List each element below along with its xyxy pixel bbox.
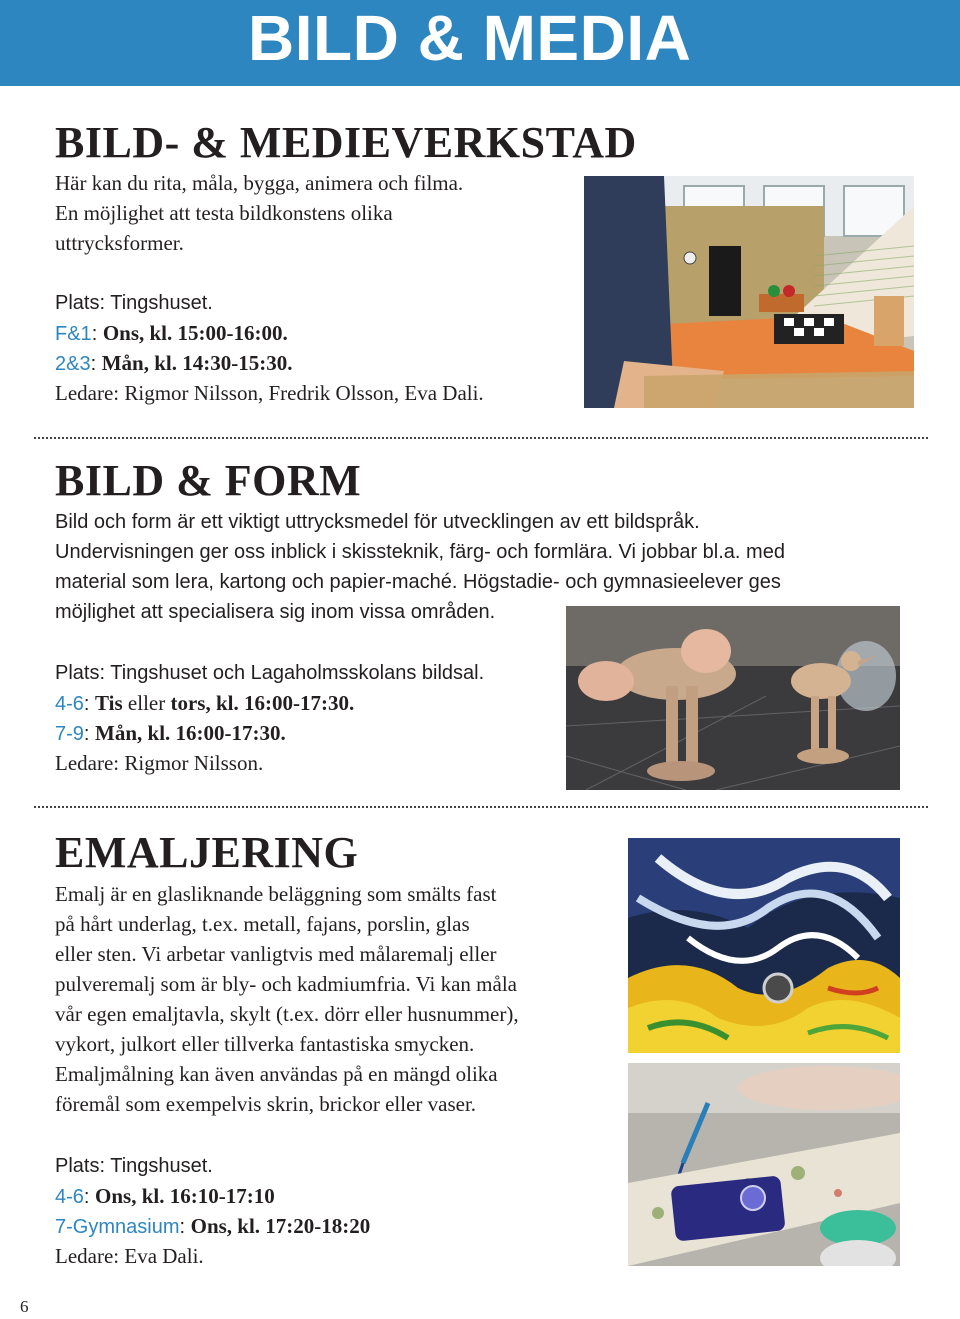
intro-line: pulveremalj som är bly- och kadmiumfria. Vi kan måla: [55, 972, 517, 996]
place-text: Plats: Tingshuset och Lagaholmsskolans bildsal.: [55, 662, 485, 684]
dollhouse-illustration: [584, 176, 914, 408]
schedule-line: F&1: Ons, kl. 15:00-16:00.: [55, 321, 288, 345]
section-details-emaljering: [55, 1151, 370, 1271]
schedule-line: 7-9: Mån, kl. 16:00-17:30.: [55, 721, 286, 745]
intro-line: vår egen emaljtavla, skylt (t.ex. dörr eller husnummer),: [55, 1002, 519, 1026]
section-heading-bild-form: BILD & FORM: [55, 456, 362, 505]
intro-line: Här kan du rita, måla, bygga, animera och filma.: [55, 171, 464, 195]
section-details-bildverkstad: [55, 288, 484, 408]
intro-line: material som lera, kartong och papier-maché. Högstadie- och gymnasieelever ges: [55, 571, 781, 593]
place-text: Plats: Tingshuset.: [55, 292, 213, 314]
intro-line: vykort, julkort eller tillverka fantastiska smycken.: [55, 1032, 475, 1056]
dollhouse-photo: [584, 176, 914, 408]
intro-line: eller sten. Vi arbetar vanligtvis med målaremalj eller: [55, 942, 497, 966]
schedule-time: tors, kl. 16:00-17:30.: [170, 691, 355, 715]
intro-line: Undervisningen ger oss inblick i skissteknik, färg- och formlära. Vi jobbar bl.a. med: [55, 541, 785, 563]
dotted-divider: [34, 806, 928, 808]
group-label: 4-6: [55, 693, 84, 715]
place-text: Plats: Tingshuset.: [55, 1155, 213, 1177]
leaders-text: Ledare: Eva Dali.: [55, 1244, 204, 1268]
schedule-line: 7-Gymnasium: Ons, kl. 17:20-18:20: [55, 1214, 371, 1238]
section-intro-bildverkstad: [55, 168, 463, 258]
intro-line: Emaljmålning kan även användas på en mängd olika: [55, 1062, 498, 1086]
schedule-time: Mån, kl. 14:30-15:30.: [101, 351, 293, 375]
enamel-painting-photo: [628, 1063, 900, 1266]
leaders-text: Ledare: Rigmor Nilsson.: [55, 751, 264, 775]
group-label: F&1: [55, 323, 92, 345]
section-heading-bildverkstad: BILD- & MEDIEVERKSTAD: [55, 118, 637, 167]
enamel-painting-illustration: [628, 1063, 900, 1266]
schedule-line: 4-6: Tis eller tors, kl. 16:00-17:30.: [55, 691, 355, 715]
clay-birds-illustration: [566, 606, 900, 790]
section-details-bild-form: [55, 658, 484, 778]
page-number: 6: [20, 1297, 29, 1316]
intro-line: uttrycksformer.: [55, 231, 184, 255]
group-label: 7-Gymnasium: [55, 1216, 180, 1238]
group-label: 7-9: [55, 723, 84, 745]
enamel-art-photo: [628, 838, 900, 1053]
leaders-text: Ledare: Rigmor Nilsson, Fredrik Olsson, Eva Dali.: [55, 381, 484, 405]
group-label: 2&3: [55, 353, 91, 375]
enamel-swirl-illustration: [628, 838, 900, 1053]
section-heading-emaljering: EMALJERING: [55, 828, 359, 877]
group-label: 4-6: [55, 1186, 84, 1208]
schedule-line: 4-6: Ons, kl. 16:10-17:10: [55, 1184, 275, 1208]
dotted-divider: [34, 437, 928, 439]
section-intro-emaljering: [55, 879, 519, 1119]
intro-line: på hårt underlag, t.ex. metall, fajans, porslin, glas: [55, 912, 470, 936]
intro-line: Bild och form är ett viktigt uttrycksmedel för utvecklingen av ett bildspråk.: [55, 511, 700, 533]
schedule-time: Ons, kl. 17:20-18:20: [190, 1214, 371, 1238]
header-banner: [0, 0, 960, 86]
clay-birds-photo: [566, 606, 900, 790]
page-title: BILD & MEDIA: [248, 2, 692, 74]
intro-line: föremål som exempelvis skrin, brickor eller vaser.: [55, 1092, 477, 1116]
intro-line: En möjlighet att testa bildkonstens olika: [55, 201, 393, 225]
schedule-time: Mån, kl. 16:00-17:30.: [95, 721, 286, 745]
intro-line: möjlighet att specialisera sig inom vissa områden.: [55, 601, 496, 623]
schedule-time: Ons, kl. 15:00-16:00.: [102, 321, 288, 345]
schedule-day: Tis: [95, 691, 123, 715]
intro-line: Emalj är en glasliknande beläggning som smälts fast: [55, 882, 497, 906]
schedule-or: eller: [122, 691, 171, 715]
schedule-time: Ons, kl. 16:10-17:10: [95, 1184, 275, 1208]
schedule-line: 2&3: Mån, kl. 14:30-15:30.: [55, 351, 293, 375]
